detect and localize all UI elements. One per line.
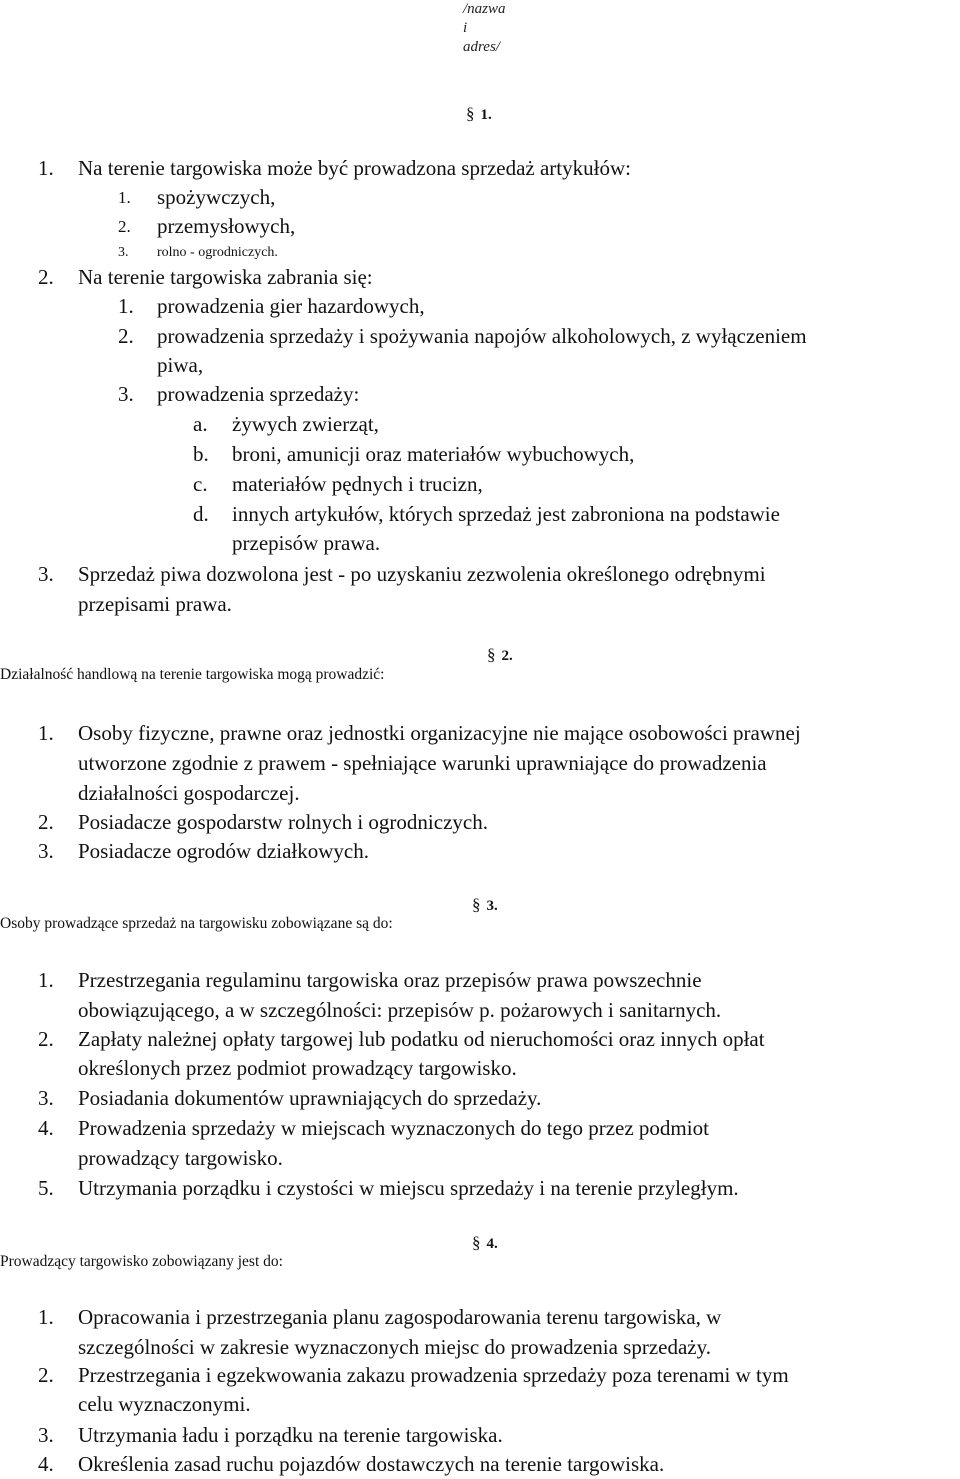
item-text: prowadzenia sprzedaży: — [157, 382, 360, 406]
item-number: 3. — [118, 245, 129, 260]
paragraph-symbol: § — [487, 645, 496, 664]
item-text: Zapłaty należnej opłaty targowej lub podatku od nieruchomości oraz innych opłat — [78, 1027, 765, 1051]
item-text: spożywczych, — [157, 185, 276, 209]
item-text: innych artykułów, których sprzedaż jest zabroniona na podstawie — [232, 502, 780, 526]
item-number: 1. — [118, 188, 131, 207]
section-3-heading — [472, 895, 498, 915]
item-number: 3. — [38, 1423, 54, 1447]
item-number: 1. — [118, 294, 134, 318]
item-number: 2. — [38, 1027, 54, 1051]
item-text: broni, amunicji oraz materiałów wybuchowych, — [232, 442, 635, 466]
item-text: Posiadacze ogrodów działkowych. — [78, 839, 369, 863]
item-text: żywych zwierząt, — [232, 412, 379, 436]
item-letter: d. — [193, 502, 209, 526]
item-text: Na terenie targowiska zabrania się: — [78, 265, 373, 289]
item-number: 3. — [38, 839, 54, 863]
item-text: Osoby fizyczne, prawne oraz jednostki organizacyjne nie mające osobowości prawnej — [78, 721, 801, 745]
item-text: Opracowania i przestrzegania planu zagospodarowania terenu targowiska, w — [78, 1305, 722, 1329]
item-continuation: utworzone zgodnie z prawem - spełniające warunki uprawniające do prowadzenia — [78, 751, 767, 775]
item-continuation: przepisami prawa. — [78, 592, 232, 616]
section-number: 2. — [501, 648, 513, 664]
item-number: 4. — [38, 1116, 54, 1140]
item-text: prowadzenia gier hazardowych, — [157, 294, 425, 318]
item-text: Przestrzegania regulaminu targowiska oraz przepisów prawa powszechnie — [78, 968, 702, 992]
item-text: prowadzenia sprzedaży i spożywania napojów alkoholowych, z wyłączeniem — [157, 324, 807, 348]
item-number: 1. — [38, 1305, 54, 1329]
section-1-heading — [466, 104, 492, 124]
item-letter: c. — [193, 472, 208, 496]
item-continuation: przepisów prawa. — [232, 531, 381, 555]
section-4-heading — [472, 1233, 498, 1253]
item-text: Prowadzenia sprzedaży w miejscach wyznaczonych do tego przez podmiot — [78, 1116, 709, 1140]
item-text: Przestrzegania i egzekwowania zakazu prowadzenia sprzedaży poza terenami w tym — [78, 1363, 789, 1387]
item-text: Posiadacze gospodarstw rolnych i ogrodniczych. — [78, 810, 488, 834]
paragraph-symbol: § — [466, 104, 475, 123]
item-number: 5. — [38, 1176, 54, 1200]
item-text: rolno - ogrodniczych. — [157, 245, 278, 260]
header-address-placeholder: adres/ — [463, 39, 500, 55]
item-number: 3. — [38, 1086, 54, 1110]
header-name-placeholder: /nazwa — [463, 1, 506, 17]
section-number: 1. — [480, 107, 492, 123]
item-letter: a. — [193, 412, 208, 436]
section-2-intro: Działalność handlową na terenie targowiska mogą prowadzić: — [0, 666, 385, 683]
section-2-heading — [487, 645, 513, 665]
item-number: 4. — [38, 1452, 54, 1476]
header-and: i — [463, 20, 468, 36]
paragraph-symbol: § — [472, 895, 481, 914]
item-number: 2. — [118, 217, 131, 236]
item-number: 2. — [118, 324, 134, 348]
item-text: przemysłowych, — [157, 214, 296, 238]
item-continuation: prowadzący targowisko. — [78, 1146, 283, 1170]
item-continuation: określonych przez podmiot prowadzący targowisko. — [78, 1056, 517, 1080]
section-number: 3. — [486, 898, 498, 914]
item-text: Na terenie targowiska może być prowadzona sprzedaż artykułów: — [78, 156, 631, 180]
item-continuation: piwa, — [157, 353, 204, 377]
section-4-intro: Prowadzący targowisko zobowiązany jest do: — [0, 1253, 283, 1270]
item-number: 3. — [118, 382, 134, 406]
item-number: 1. — [38, 968, 54, 992]
item-text: Określenia zasad ruchu pojazdów dostawczych na terenie targowiska. — [78, 1452, 665, 1476]
item-text: materiałów pędnych i trucizn, — [232, 472, 483, 496]
item-letter: b. — [193, 442, 209, 466]
item-text: Utrzymania porządku i czystości w miejscu sprzedaży i na terenie przyległym. — [78, 1176, 739, 1200]
item-text: Utrzymania ładu i porządku na terenie targowiska. — [78, 1423, 503, 1447]
item-number: 3. — [38, 562, 54, 586]
item-number: 1. — [38, 721, 54, 745]
item-number: 2. — [38, 810, 54, 834]
item-continuation: celu wyznaczonymi. — [78, 1392, 251, 1416]
section-3-intro: Osoby prowadzące sprzedaż na targowisku zobowiązane są do: — [0, 915, 393, 932]
item-text: Sprzedaż piwa dozwolona jest - po uzyskaniu zezwolenia określonego odrębnymi — [78, 562, 766, 586]
section-number: 4. — [486, 1236, 498, 1252]
paragraph-symbol: § — [472, 1233, 481, 1252]
item-continuation: obowiązującego, a w szczególności: przepisów p. pożarowych i sanitarnych. — [78, 998, 722, 1022]
item-continuation: działalności gospodarczej. — [78, 781, 300, 805]
item-number: 2. — [38, 1363, 54, 1387]
item-number: 2. — [38, 265, 54, 289]
item-text: Posiadania dokumentów uprawniających do sprzedaży. — [78, 1086, 542, 1110]
item-continuation: szczególności w zakresie wyznaczonych miejsc do prowadzenia sprzedaży. — [78, 1335, 712, 1359]
item-number: 1. — [38, 156, 54, 180]
